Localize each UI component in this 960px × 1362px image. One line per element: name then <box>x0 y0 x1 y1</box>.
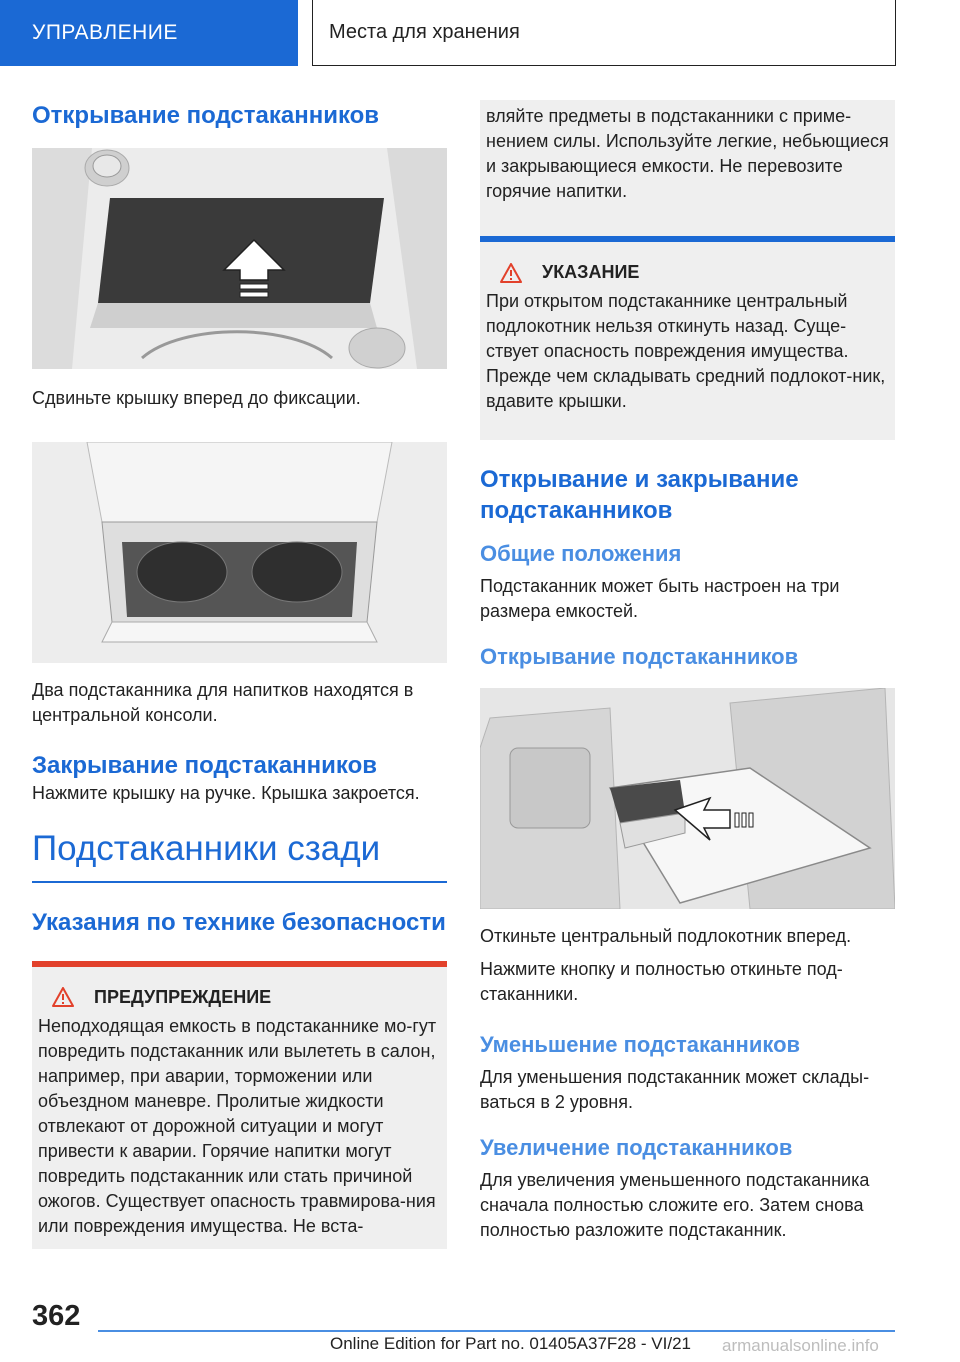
figure-cupholders-open <box>32 442 447 663</box>
heading-rear-cupholders: Подстаканники сзади <box>32 829 381 868</box>
heading-open-cupholders: Открывание подстаканников <box>32 102 380 129</box>
text-general: Подстаканник может быть настроен на три размера емкостей. <box>480 576 840 621</box>
warning-box <box>32 961 447 1249</box>
note-text: При открытом подстаканнике центральный подлокотник нельзя откинуть назад. Суще-ствует опасность повреждения имущества. Прежде чем складывать средний подлокот-ник, вдавите крышки. <box>486 291 886 411</box>
text-reduce: Для уменьшения подстаканник может склады-ваться в 2 уровня. <box>480 1067 870 1112</box>
text-slide-cover: Сдвиньте крышку вперед до фиксации. <box>32 388 361 408</box>
cupholders-illustration <box>32 442 447 663</box>
chapter-header <box>312 0 896 66</box>
note-box <box>480 236 895 440</box>
text-fold-armrest: Откиньте центральный подлокотник вперед. <box>480 926 852 946</box>
heading-general: Общие положения <box>480 541 682 566</box>
warning-triangle-icon <box>500 263 522 283</box>
footer-rule <box>98 1330 895 1332</box>
figure-rear-armrest <box>480 688 895 909</box>
heading-enlarge: Увеличение подстаканников <box>480 1135 793 1160</box>
warning-continued-text: вляйте предметы в подстаканники с приме-нением силы. Используйте легкие, небьющиеся и закрывающиеся емкости. Не перевозите горячие напитки. <box>486 106 889 201</box>
page-number: 362 <box>32 1300 81 1332</box>
text-enlarge: Для увеличения уменьшенного подстаканника сначала полностью сложите его. Затем снова полностью разложите подстаканник. <box>480 1170 870 1240</box>
heading-close-cupholders: Закрывание подстаканников <box>32 752 378 779</box>
heading-rule <box>32 881 447 883</box>
heading-open-close: Открывание и закрывание подстаканников <box>480 466 799 524</box>
heading-safety: Указания по технике безопасности <box>32 908 446 936</box>
text-press-cover: Нажмите крышку на ручке. Крышка закроется. <box>32 783 420 803</box>
note-body <box>480 242 895 440</box>
console-cover-illustration <box>32 148 447 369</box>
heading-opening: Открывание подстаканников <box>480 644 799 669</box>
text-two-cupholders: Два подстаканника для напитков находятся в центральной консоли. <box>32 680 414 725</box>
figure-console-cover <box>32 148 447 369</box>
footer-edition: Online Edition for Part no. 01405A37F28 - VI/21 <box>330 1334 692 1353</box>
right-column <box>480 100 895 1243</box>
left-column <box>32 100 447 1249</box>
warning-body <box>32 967 447 1249</box>
section-label: УПРАВЛЕНИЕ <box>32 21 178 44</box>
chapter-label: Места для хранения <box>329 21 520 43</box>
note-title: УКАЗАНИЕ <box>542 262 640 282</box>
watermark: armanualsonline.info <box>722 1336 879 1355</box>
text-press-button: Нажмите кнопку и полностью откиньте под-стаканники. <box>480 959 843 1004</box>
warning-header <box>38 987 441 1008</box>
warning-title: ПРЕДУПРЕЖДЕНИЕ <box>94 986 272 1007</box>
warning-text: Неподходящая емкость в подстаканнике мо-гут повредить подстаканник или вылететь в салон, например, при аварии, торможении или объездном маневре. Пролитые жидкости отвлекают от дорожной ситуации и могут привести к аварии. Горячие напитки могут повредить подстаканник или стать причиной ожогов. Существует опасность травмирова-ния или повреждения имущества. Не вста- <box>38 1015 437 1236</box>
heading-reduce: Уменьшение подстаканников <box>480 1032 801 1057</box>
note-header <box>486 262 889 283</box>
warning-continued <box>480 100 895 236</box>
warning-triangle-icon <box>52 987 74 1007</box>
rear-armrest-illustration <box>480 688 895 909</box>
section-tab <box>0 0 298 66</box>
